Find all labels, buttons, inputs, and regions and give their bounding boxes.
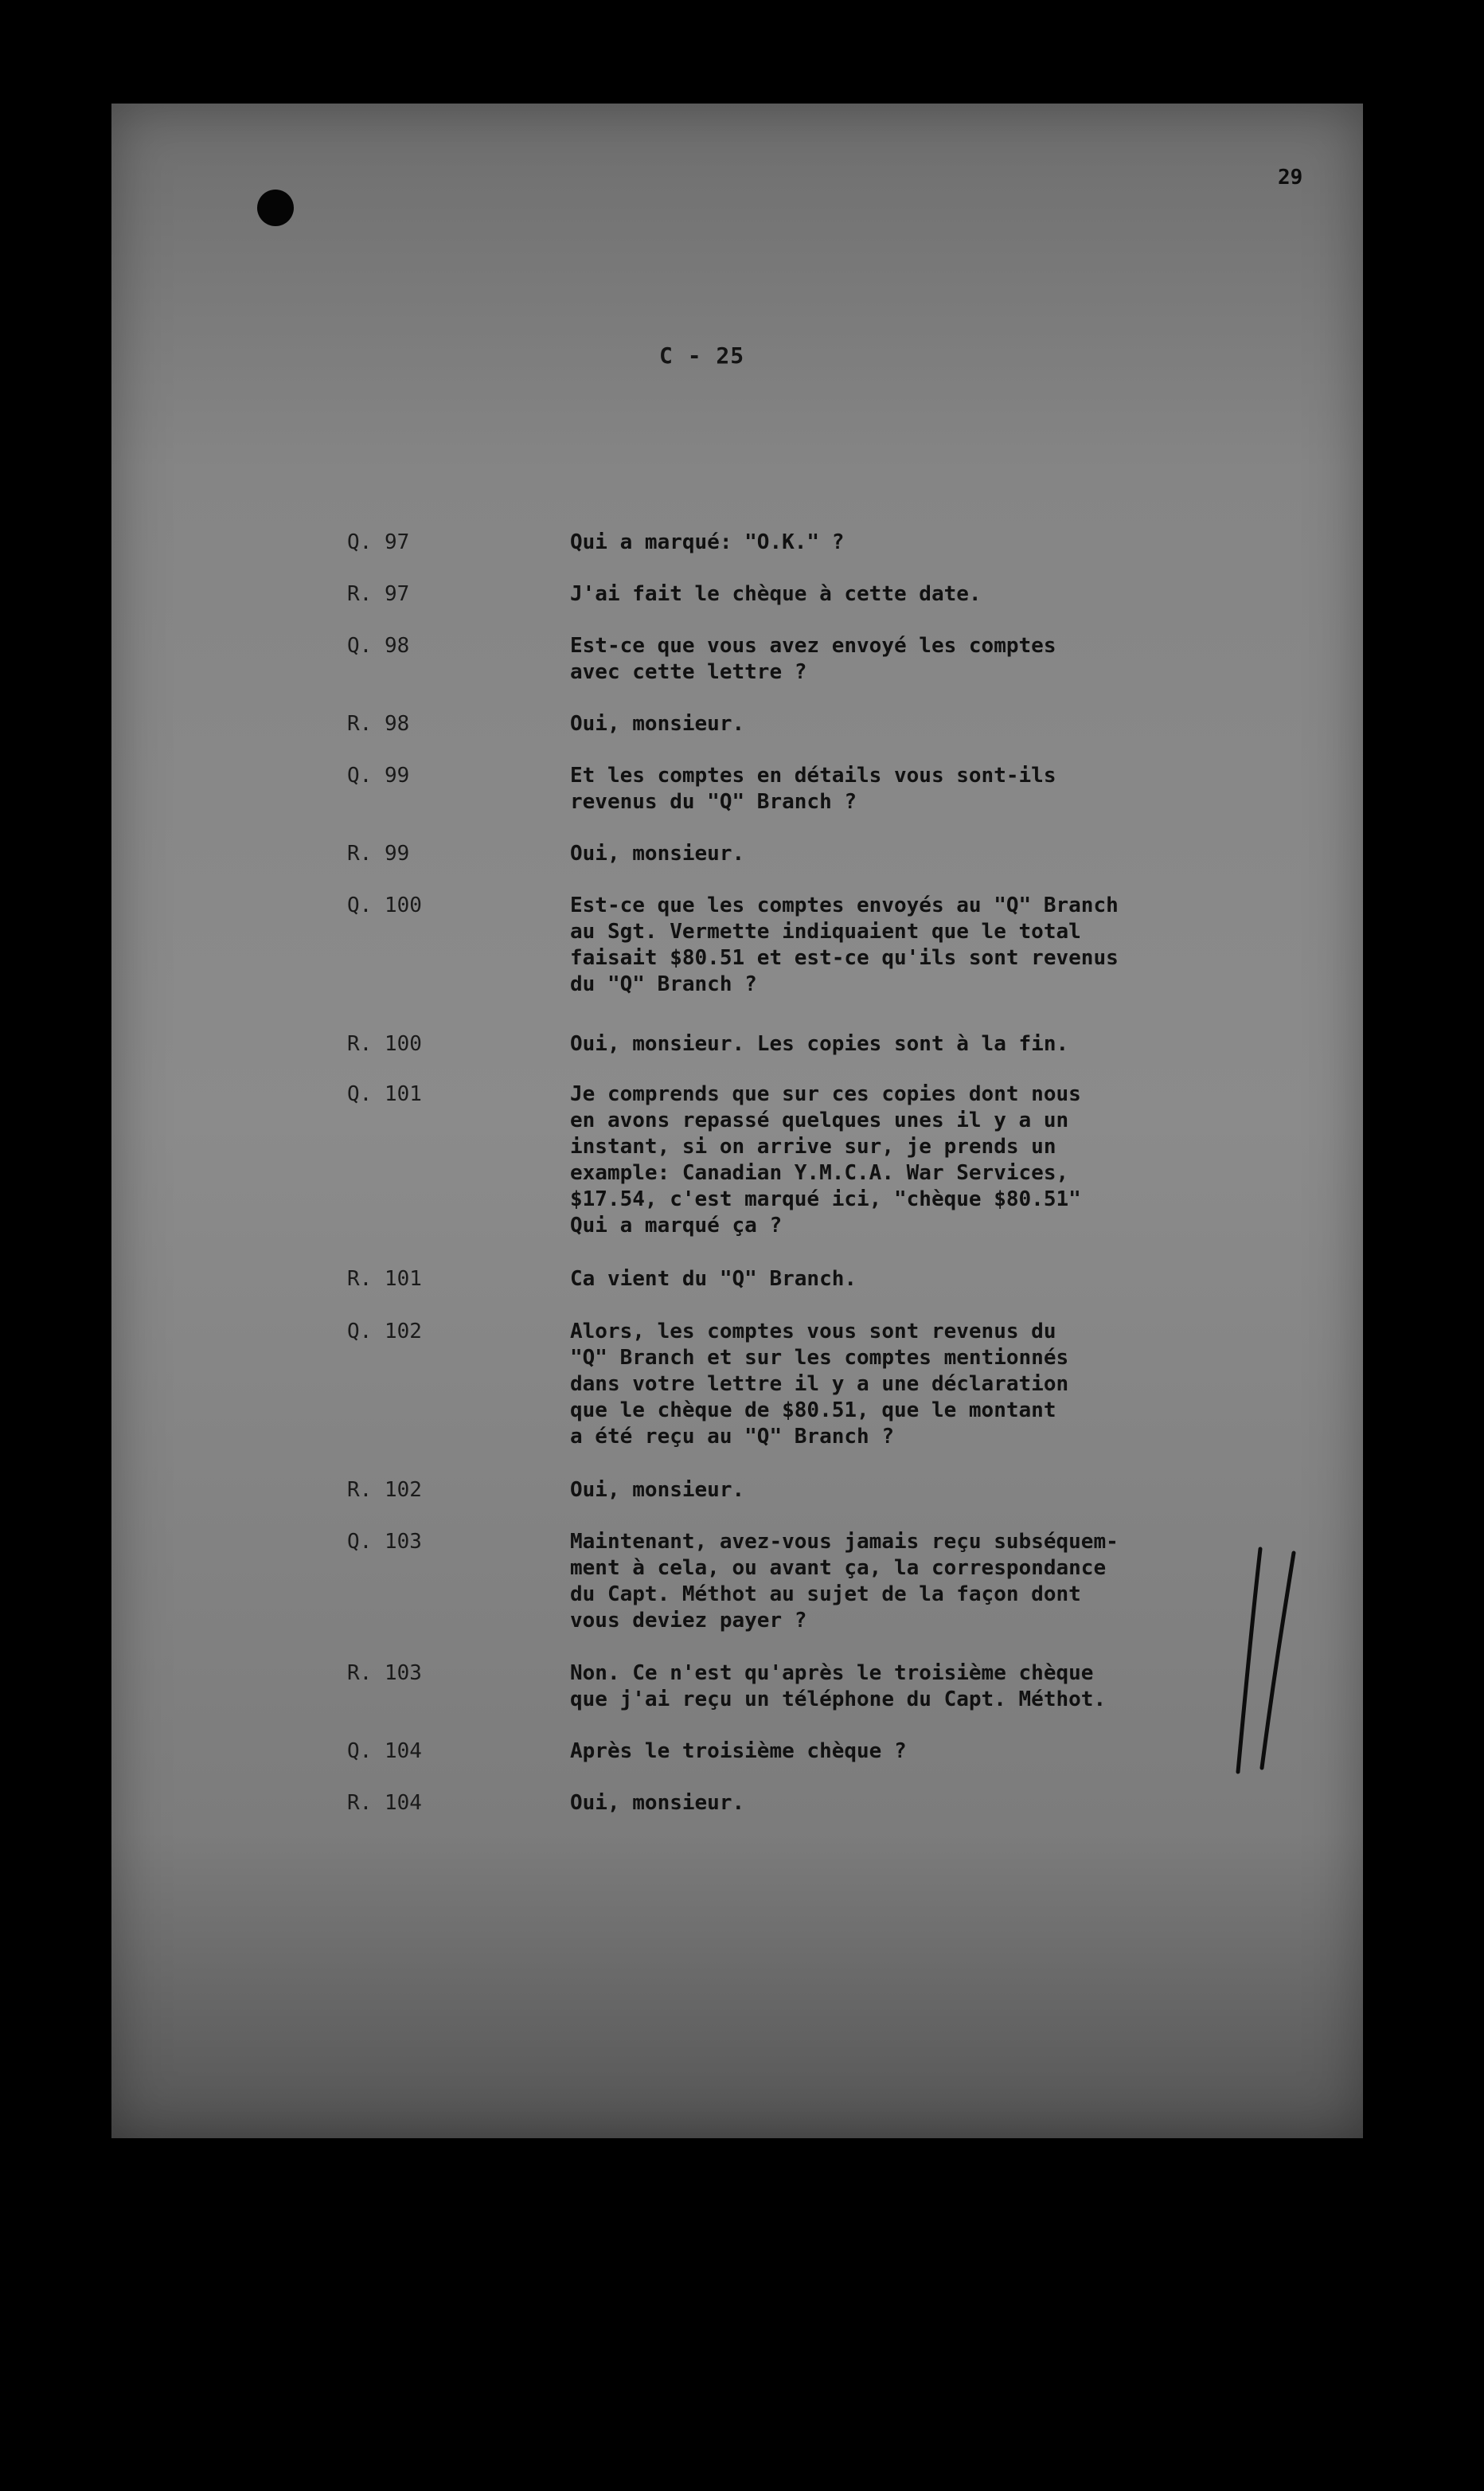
entry-label: R. 97 — [347, 582, 410, 606]
entry-label: Q. 103 — [347, 1530, 422, 1554]
entry-text: Oui, monsieur. Les copies sont à la fin. — [570, 1032, 1069, 1056]
entry-text: Après le troisième chèque ? — [570, 1739, 907, 1763]
entry-label: Q. 97 — [347, 530, 410, 554]
entry-label: R. 99 — [347, 842, 410, 866]
entry-text: Est-ce que les comptes envoyés au "Q" Branch au Sgt. Vermette indiquaient que le total faisait $80.51 et est-ce qu'ils sont revenus du "Q" Branch ? — [570, 894, 1119, 996]
entry-text: Ca vient du "Q" Branch. — [570, 1267, 857, 1291]
entry-text: Est-ce que vous avez envoyé les comptes avec cette lettre ? — [570, 634, 1056, 684]
entry-text: Et les comptes en détails vous sont-ils revenus du "Q" Branch ? — [570, 764, 1056, 814]
entry-label: R. 102 — [347, 1478, 422, 1502]
punch-hole — [257, 190, 294, 226]
entry-label: R. 101 — [347, 1267, 422, 1291]
entry-text: Oui, monsieur. — [570, 712, 745, 736]
entry-text: Oui, monsieur. — [570, 842, 745, 866]
entry-label: Q. 98 — [347, 634, 410, 658]
handwritten-margin-mark — [1214, 1541, 1310, 1780]
page-number: 29 — [1278, 166, 1303, 190]
entry-text: Je comprends que sur ces copies dont nous en avons repassé quelques unes il y a un instant, si on arrive sur, je prends un example: Canadian Y.M.C.A. War Services, $17.54, c'est marqué ici, "chèque $80.51" Qui a marqué ça ? — [570, 1082, 1081, 1238]
entry-label: Q. 99 — [347, 764, 410, 788]
entry-label: Q. 102 — [347, 1320, 422, 1343]
entry-text: Oui, monsieur. — [570, 1478, 745, 1502]
page-reference: C - 25 — [659, 342, 745, 369]
entry-text: Non. Ce n'est qu'après le troisième chèque que j'ai reçu un téléphone du Capt. Méthot. — [570, 1661, 1107, 1711]
entry-text: Oui, monsieur. — [570, 1791, 745, 1815]
entry-label: Q. 104 — [347, 1739, 422, 1763]
entry-label: Q. 100 — [347, 894, 422, 917]
entry-label: R. 103 — [347, 1661, 422, 1685]
entry-text: Alors, les comptes vous sont revenus du "Q" Branch et sur les comptes mentionnés dans votre lettre il y a une déclaration que le chèque de $80.51, que le montant a été reçu au "Q" Branch ? — [570, 1320, 1069, 1449]
entry-label: R. 104 — [347, 1791, 422, 1815]
entry-text: Qui a marqué: "O.K." ? — [570, 530, 845, 554]
entry-label: R. 98 — [347, 712, 410, 736]
entry-label: Q. 101 — [347, 1082, 422, 1106]
entry-label: R. 100 — [347, 1032, 422, 1056]
entry-text: J'ai fait le chèque à cette date. — [570, 582, 982, 606]
entry-text: Maintenant, avez-vous jamais reçu subséquem- ment à cela, ou avant ça, la correspondance du Capt. Méthot au sujet de la façon dont vous deviez payer ? — [570, 1530, 1119, 1633]
